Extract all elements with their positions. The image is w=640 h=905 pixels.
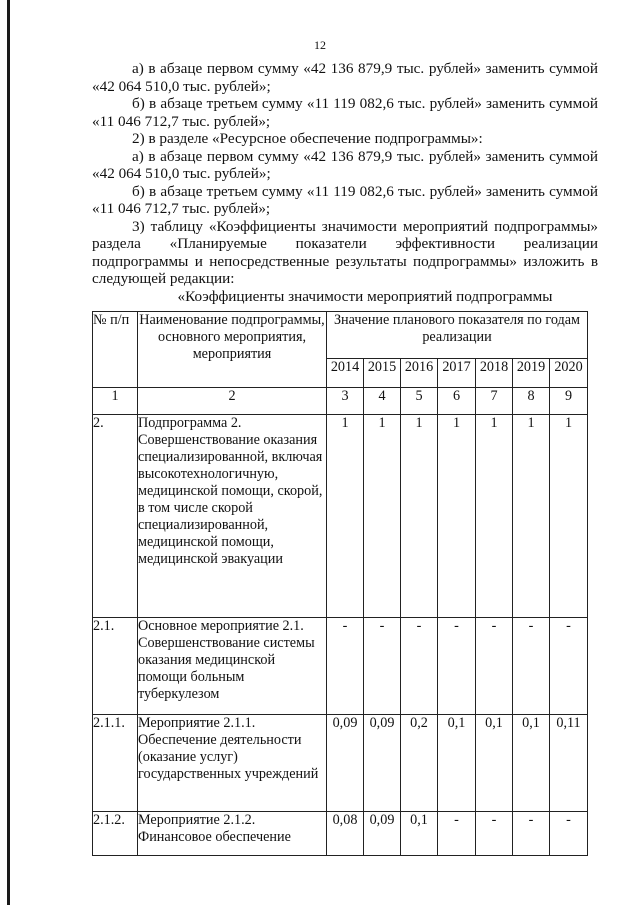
value-cell: 0,1 <box>476 715 513 812</box>
value-cell: - <box>550 812 588 856</box>
value-cell: 0,1 <box>438 715 476 812</box>
header-values: Значение планового показателя по годам реализации <box>327 312 588 359</box>
value-cell: 0,2 <box>401 715 438 812</box>
paragraph: б) в абзаце третьем сумму «11 119 082,6 тыс. рублей» заменить суммой «11 046 712,7 тыс. рублей»; <box>92 95 598 130</box>
value-cell: - <box>513 618 550 715</box>
value-cell: 1 <box>401 415 438 618</box>
value-cell: - <box>438 618 476 715</box>
value-cell: - <box>364 618 401 715</box>
index-cell: 8 <box>513 388 550 415</box>
page-border <box>7 0 10 905</box>
index-cell: 7 <box>476 388 513 415</box>
table-row <box>93 415 588 618</box>
value-cell: - <box>513 812 550 856</box>
coefficients-table <box>92 311 588 856</box>
row-name: Подпрограмма 2. Совершенствование оказания специализированной, включая высокотехнологичную, медицинской помощи, скорой, в том числе скорой специализированной, медицинской помощи, медицинской эвакуации <box>138 415 327 618</box>
index-cell: 4 <box>364 388 401 415</box>
paragraph: 3) таблицу «Коэффициенты значимости мероприятий подпрограммы» раздела «Планируемые показатели эффективности реализации подпрограммы и непосредственные результаты подпрограммы» изложить в следующей редакции: <box>92 217 598 287</box>
value-cell: 1 <box>513 415 550 618</box>
value-cell: 0,08 <box>327 812 364 856</box>
index-row <box>93 388 588 415</box>
row-name: Мероприятие 2.1.2. Финансовое обеспечение <box>138 812 327 856</box>
row-number: 2.1.2. <box>93 812 138 856</box>
value-cell: 1 <box>438 415 476 618</box>
index-cell: 2 <box>138 388 327 415</box>
year-header: 2016 <box>401 359 438 388</box>
index-cell: 3 <box>327 388 364 415</box>
index-cell: 6 <box>438 388 476 415</box>
body-text <box>92 60 598 288</box>
row-name: Основное мероприятие 2.1. Совершенствование системы оказания медицинской помощи больным туберкулезом <box>138 618 327 715</box>
value-cell: 0,1 <box>401 812 438 856</box>
header-name: Наименование подпрограммы, основного мероприятия, мероприятия <box>138 312 327 388</box>
year-header: 2019 <box>513 359 550 388</box>
value-cell: 0,09 <box>364 812 401 856</box>
paragraph: а) в абзаце первом сумму «42 136 879,9 тыс. рублей» заменить суммой «42 064 510,0 тыс. рублей»; <box>92 147 598 182</box>
value-cell: - <box>401 618 438 715</box>
value-cell: - <box>438 812 476 856</box>
row-number: 2.1.1. <box>93 715 138 812</box>
value-cell: 1 <box>364 415 401 618</box>
index-cell: 1 <box>93 388 138 415</box>
value-cell: 1 <box>327 415 364 618</box>
row-number: 2. <box>93 415 138 618</box>
value-cell: - <box>550 618 588 715</box>
year-header: 2020 <box>550 359 588 388</box>
year-header: 2018 <box>476 359 513 388</box>
year-header: 2017 <box>438 359 476 388</box>
value-cell: 1 <box>476 415 513 618</box>
value-cell: 1 <box>550 415 588 618</box>
value-cell: 0,11 <box>550 715 588 812</box>
value-cell: 0,09 <box>327 715 364 812</box>
page-number: 12 <box>314 38 326 52</box>
value-cell: 0,1 <box>513 715 550 812</box>
row-name: Мероприятие 2.1.1. Обеспечение деятельности (оказание услуг) государственных учреждений <box>138 715 327 812</box>
value-cell: - <box>476 618 513 715</box>
table-title: «Коэффициенты значимости мероприятий подпрограммы <box>177 288 553 305</box>
value-cell: - <box>327 618 364 715</box>
header-number: № п/п <box>93 312 138 388</box>
year-header: 2014 <box>327 359 364 388</box>
value-cell: - <box>476 812 513 856</box>
table-row <box>93 618 588 715</box>
table-row <box>93 715 588 812</box>
paragraph: 2) в разделе «Ресурсное обеспечение подпрограммы»: <box>132 130 483 147</box>
index-cell: 5 <box>401 388 438 415</box>
table-row <box>93 812 588 856</box>
year-header: 2015 <box>364 359 401 388</box>
paragraph: б) в абзаце третьем сумму «11 119 082,6 тыс. рублей» заменить суммой «11 046 712,7 тыс. рублей»; <box>92 182 598 217</box>
paragraph: а) в абзаце первом сумму «42 136 879,9 тыс. рублей» заменить суммой «42 064 510,0 тыс. рублей»; <box>92 60 598 95</box>
row-number: 2.1. <box>93 618 138 715</box>
value-cell: 0,09 <box>364 715 401 812</box>
index-cell: 9 <box>550 388 588 415</box>
